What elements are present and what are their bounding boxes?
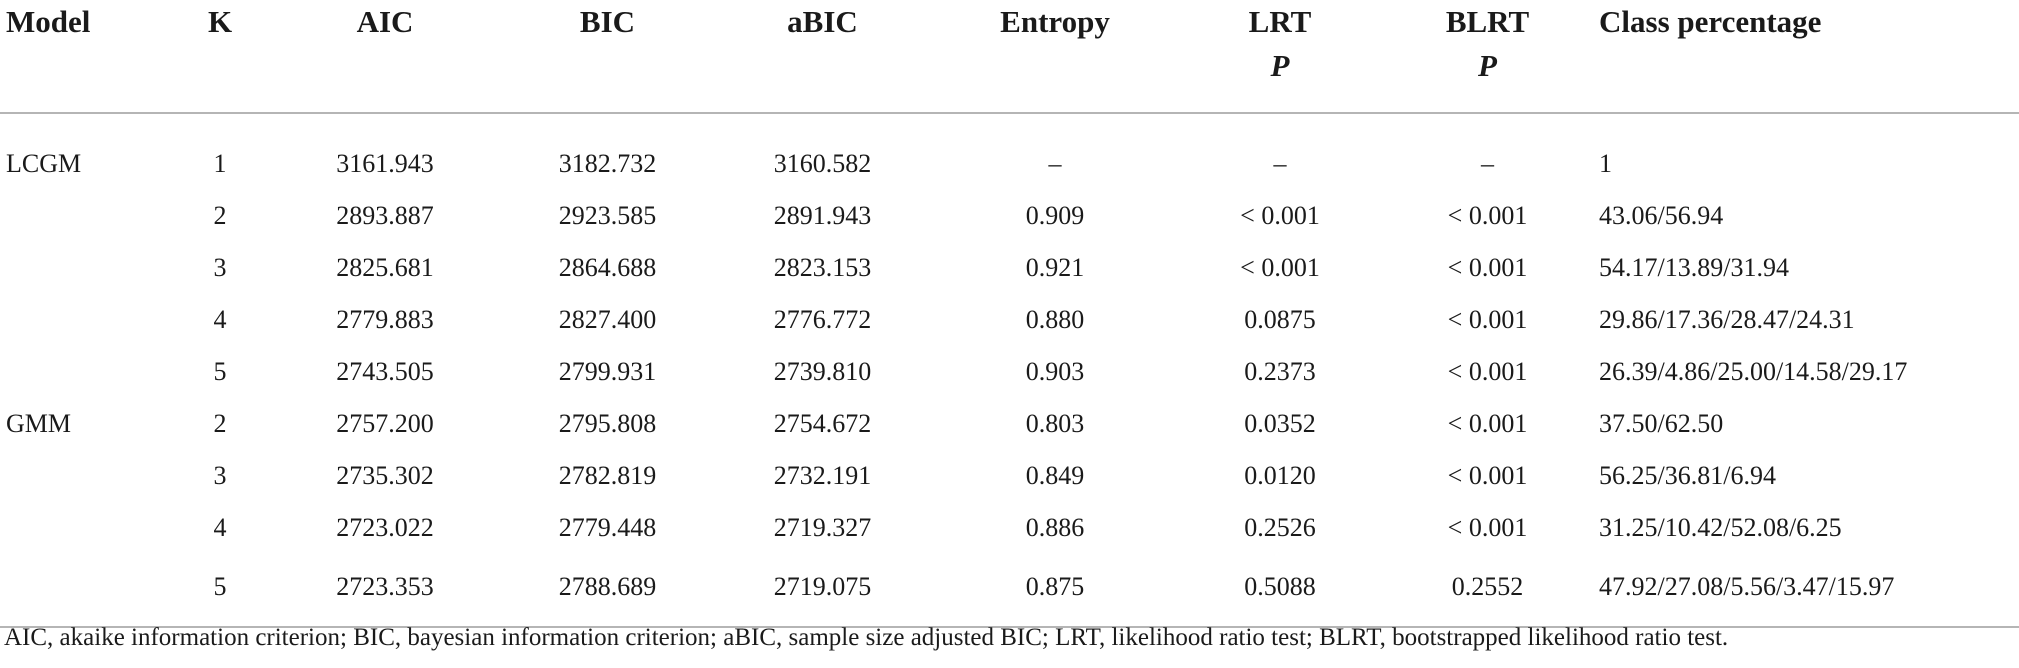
cell-bic: 2779.448 [558,513,657,542]
cell-model [0,502,170,554]
cell-abic: 2732.191 [773,461,872,490]
cell-model [0,242,170,294]
cell-entropy: 0.803 [1025,409,1085,438]
cell-model [0,450,170,502]
table-row [0,554,2019,627]
cell-class-percentage: 26.39/4.86/25.00/14.58/29.17 [1599,357,1908,386]
cell-blrt-p: < 0.001 [1447,409,1528,438]
cell-lrt-p: – [1273,149,1287,178]
cell-k: 4 [213,305,227,334]
cell-class-percentage: 1 [1599,149,1612,178]
cell-blrt-p: < 0.001 [1447,513,1528,542]
cell-model: GMM [6,409,72,438]
cell-aic: 2825.681 [336,253,434,282]
cell-lrt-p: 0.2373 [1244,357,1316,386]
cell-aic: 2723.353 [336,572,434,601]
cell-k: 3 [213,253,227,282]
cell-class-percentage: 29.86/17.36/28.47/24.31 [1599,305,1855,334]
cell-k: 5 [213,357,227,386]
cell-class-percentage: 54.17/13.89/31.94 [1599,253,1789,282]
cell-blrt-p: – [1481,149,1494,178]
cell-bic: 2799.931 [558,357,657,386]
cell-blrt-p: 0.2552 [1451,572,1524,601]
cell-abic: 2739.810 [773,357,872,386]
table-row [0,113,2019,190]
cell-bic: 2923.585 [558,201,657,230]
cell-lrt-p: 0.0120 [1244,461,1316,490]
cell-aic: 2735.302 [336,461,434,490]
cell-k: 2 [213,409,227,438]
cell-class-percentage: 47.92/27.08/5.56/3.47/15.97 [1599,572,1895,601]
table-footnote: AIC, akaike information criterion; BIC, bayesian information criterion; aBIC, sample size adjusted BIC; LRT, likelihood ratio test; BLRT, bootstrapped likelihood ratio test. [4,624,1729,651]
cell-lrt-p: 0.5088 [1244,572,1316,601]
cell-entropy: – [1048,149,1062,178]
cell-abic: 2719.327 [773,513,872,542]
header-abic: aBIC [787,4,858,39]
cell-entropy: 0.903 [1025,357,1085,386]
cell-bic: 2864.688 [558,253,657,282]
cell-entropy: 0.886 [1025,513,1085,542]
table-row [0,294,2019,346]
header-lrt: LRT P [1180,0,1380,113]
cell-blrt-p: < 0.001 [1447,461,1528,490]
table-header [0,0,2019,113]
cell-abic: 2891.943 [773,201,872,230]
cell-entropy: 0.909 [1025,201,1085,230]
cell-aic: 3161.943 [336,149,434,178]
cell-bic: 2782.819 [558,461,657,490]
cell-class-percentage: 56.25/36.81/6.94 [1599,461,1776,490]
cell-bic: 2827.400 [558,305,657,334]
cell-lrt-p: 0.0352 [1244,409,1316,438]
cell-bic: 2788.689 [558,572,657,601]
cell-entropy: 0.880 [1025,305,1085,334]
table-row [0,450,2019,502]
cell-bic: 2795.808 [558,409,657,438]
cell-entropy: 0.921 [1025,253,1085,282]
table-body [0,113,2019,627]
cell-abic: 2776.772 [773,305,872,334]
cell-model: LCGM [6,149,82,178]
cell-lrt-p: < 0.001 [1240,253,1320,282]
cell-aic: 2757.200 [336,409,434,438]
table-row [0,398,2019,450]
cell-model [0,190,170,242]
cell-model [0,554,170,627]
header-blrt-p: P [1478,48,1497,83]
header-blrt: BLRT P [1380,0,1595,113]
cell-k: 4 [213,513,227,542]
cell-abic: 2754.672 [773,409,872,438]
cell-lrt-p: < 0.001 [1240,201,1320,230]
cell-class-percentage: 31.25/10.42/52.08/6.25 [1599,513,1842,542]
header-bic: BIC [579,4,636,39]
cell-k: 2 [213,201,227,230]
cell-bic: 3182.732 [558,149,657,178]
cell-aic: 2743.505 [336,357,434,386]
cell-model [0,346,170,398]
cell-abic: 3160.582 [773,149,872,178]
cell-model [0,294,170,346]
cell-aic: 2779.883 [336,305,434,334]
header-lrt-p: P [1270,48,1290,83]
cell-entropy: 0.849 [1025,461,1085,490]
header-row [0,0,2019,113]
header-entropy: Entropy [1000,4,1110,39]
cell-aic: 2893.887 [336,201,434,230]
header-model: Model [6,4,91,39]
cell-blrt-p: < 0.001 [1447,201,1528,230]
table-row [0,242,2019,294]
table-row [0,502,2019,554]
cell-class-percentage: 37.50/62.50 [1599,409,1724,438]
cell-blrt-p: < 0.001 [1447,357,1528,386]
cell-lrt-p: 0.2526 [1244,513,1316,542]
cell-aic: 2723.022 [336,513,434,542]
header-class-percentage: Class percentage [1599,4,1822,39]
header-k: K [207,4,233,39]
cell-class-percentage: 43.06/56.94 [1599,201,1724,230]
cell-abic: 2719.075 [773,572,872,601]
cell-k: 3 [213,461,227,490]
cell-k: 1 [213,149,227,178]
cell-blrt-p: < 0.001 [1447,253,1528,282]
cell-lrt-p: 0.0875 [1244,305,1316,334]
cell-k: 5 [213,572,227,601]
cell-entropy: 0.875 [1025,572,1085,601]
table-row [0,190,2019,242]
cell-blrt-p: < 0.001 [1447,305,1528,334]
header-aic: AIC [356,4,414,39]
table-row [0,346,2019,398]
cell-abic: 2823.153 [773,253,872,282]
